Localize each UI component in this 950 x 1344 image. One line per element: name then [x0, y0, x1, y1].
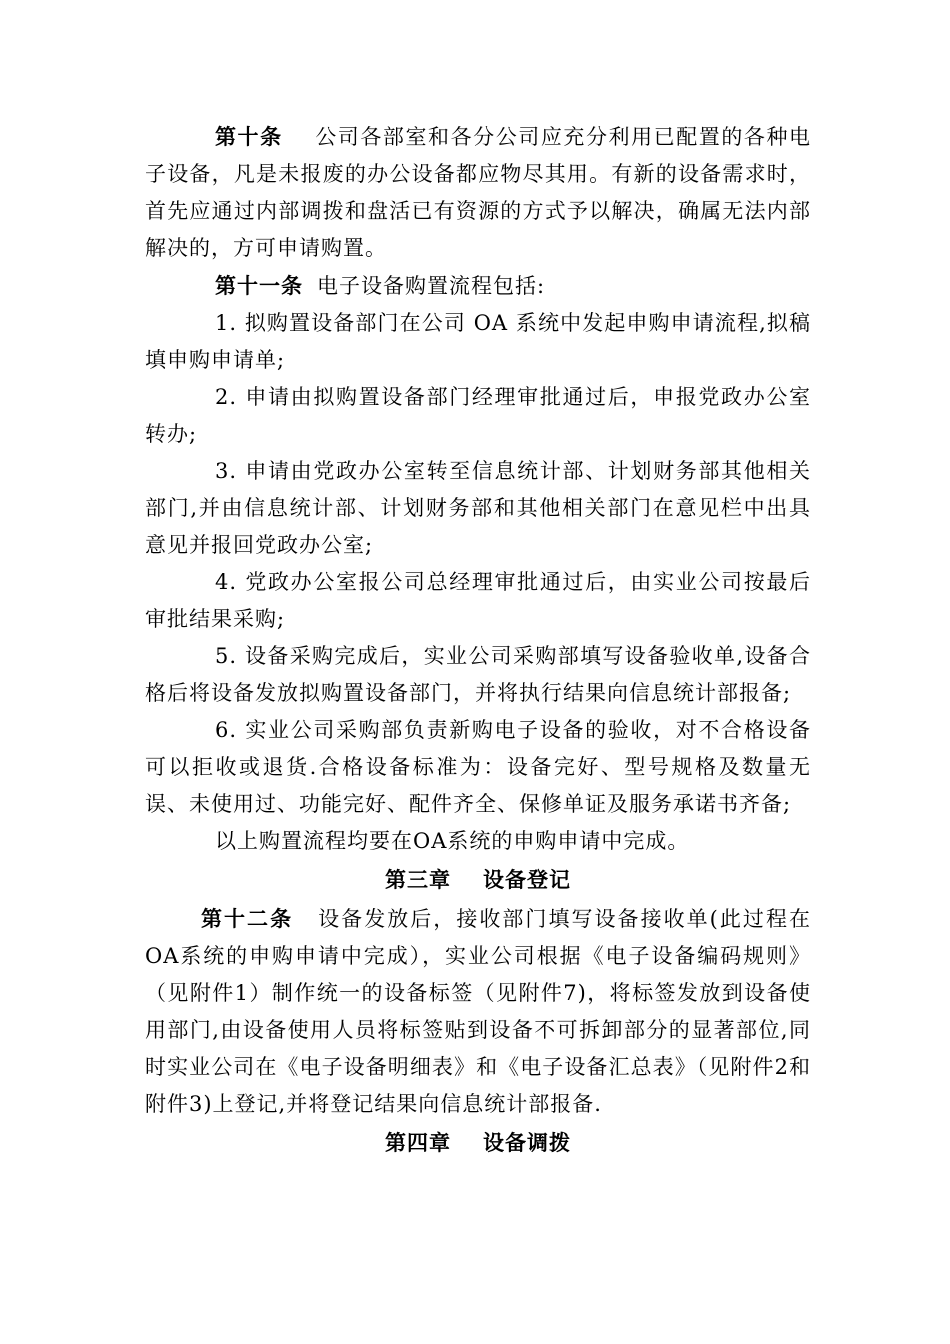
article-11-item-2: 2. 申请由拟购置设备部门经理审批通过后，申报党政办公室转办; — [145, 385, 811, 446]
article-12-text: 设备发放后，接收部门填写设备接收单(此过程在OA系统的申购申请中完成），实业公司根据《电子设备编码规则》（见附件1）制作统一的设备标签（见附件7)，将标签发放到设备使用部门,由设备使用人员将标签贴到设备不可拆卸部分的显著部位,同时实业公司在《电子设备明细表》和《电子设备汇总表》（见附件2和附件3)上登记,并将登记结果向信息统计部报备. — [145, 907, 811, 1116]
chapter-3-number: 第三章 — [385, 867, 451, 892]
article-10-label: 第十条 — [215, 124, 283, 149]
article-10 — [145, 118, 811, 267]
chapter-3-heading — [145, 860, 811, 900]
article-10-text: 公司各部室和各分公司应充分利用已配置的各种电子设备，凡是未报废的办公设备都应物尽其用。有新的设备需求时，首先应通过内部调拨和盘活已有资源的方式予以解决，确属无法内部解决的，方可申请购置。 — [145, 125, 812, 260]
document-page — [145, 118, 811, 1163]
chapter-3-title: 设备登记 — [483, 867, 571, 892]
article-12 — [145, 900, 811, 1123]
article-11-closing: 以上购置流程均要在OA系统的申购申请中完成。 — [215, 829, 690, 853]
article-11-item-4: 4. 党政办公室报公司总经理审批通过后，由实业公司按最后审批结果采购; — [145, 570, 811, 631]
article-11-item-5: 5. 设备采购完成后，实业公司采购部填写设备验收单,设备合格后将设备发放拟购置设备部门，并将执行结果向信息统计部报备; — [145, 644, 811, 705]
chapter-4-heading — [145, 1123, 811, 1163]
article-11-item-1: 1. 拟购置设备部门在公司 OA 系统中发起申购申请流程,拟稿填申购申请单; — [145, 311, 811, 372]
article-11-label: 第十一条 — [215, 273, 303, 298]
article-11 — [145, 267, 811, 305]
chapter-4-number: 第四章 — [385, 1130, 451, 1155]
article-11-item-3: 3. 申请由党政办公室转至信息统计部、计划财务部其他相关部门,并由信息统计部、计划财务部和其他相关部门在意见栏中出具意见并报回党政办公室; — [145, 459, 811, 557]
chapter-4-title: 设备调拨 — [483, 1130, 571, 1155]
article-11-text: 电子设备购置流程包括: — [317, 274, 546, 298]
article-11-item-6: 6. 实业公司采购部负责新购电子设备的验收，对不合格设备可以拒收或退货.合格设备标准为：设备完好、型号规格及数量无误、未使用过、功能完好、配件齐全、保修单证及服务承诺书齐备; — [145, 718, 811, 816]
article-12-label: 第十二条 — [201, 906, 294, 931]
